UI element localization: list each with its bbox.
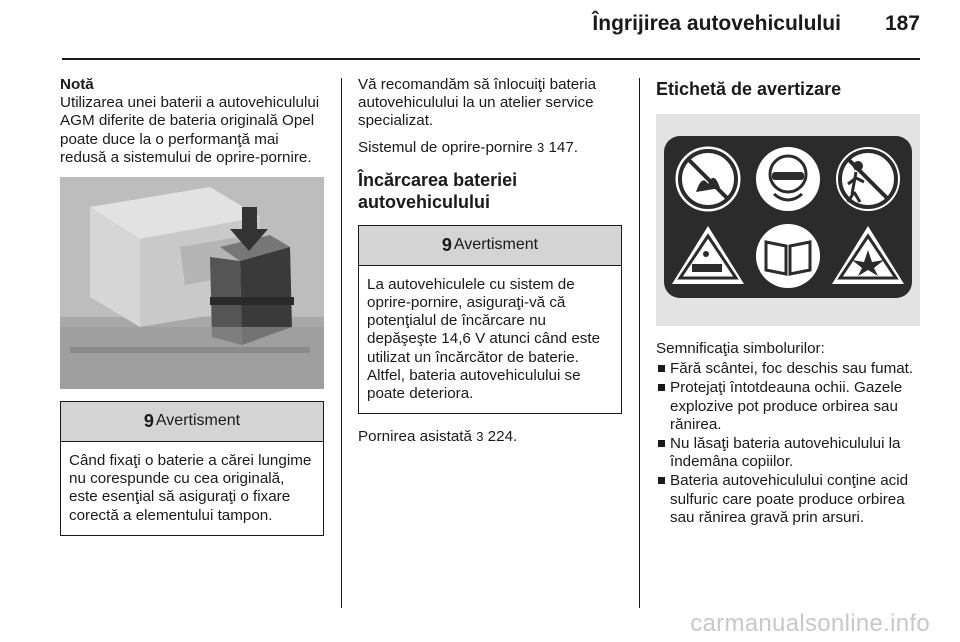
stop-start-reference [358,139,622,157]
no-fire-icon [676,147,740,211]
column-3 [656,76,922,528]
reference-page: 147. [548,138,578,156]
page-header [592,12,920,46]
warning-icon: 9 [441,235,452,256]
reference-arrow-icon: 3 [476,429,484,445]
warning-body: Când fixaţi o baterie a cărei lungime nu corespunde cu cea originală, este esenţial să asiguraţi o fixare corectă a elementului tampon. [69,452,312,524]
section-heading-charging: Încărcarea bateriei autovehiculului [358,169,518,212]
warning-label-image [656,114,920,326]
reference-page: 224. [487,428,518,446]
eye-protection-icon [756,147,820,211]
list-item: Nu lăsaţi bateria autovehiculului la îndemâna copiilor. [656,435,922,471]
warning-title: Avertisment [155,412,241,430]
section-heading-warning-label: Etichetă de avertizare [656,79,842,99]
reference-text: Sistemul de oprire-pornire [358,138,533,156]
no-children-icon [836,147,900,211]
battery-photo [60,177,324,389]
warning-box-charging [358,225,622,414]
warning-body: La autovehiculele cu sistem de oprire-pornire, asiguraţi-vă că potenţialul de încărcare nu depăşeşte 14,6 V atunci când este utilizat un încărcător de baterie. Altfel, bateria autovehiculului se poate deteriora. [367,275,601,403]
column-1 [60,76,324,536]
list-item: Bateria autovehiculului conţine acid sulfuric care poate produce orbirea sau rănirea gravă prin arsuri. [656,472,922,527]
warning-label-symbols [656,114,920,326]
header-rule [62,58,920,60]
note-text: Utilizarea unei baterii a autovehiculului AGM diferite de bateria originală Opel poate duce la o performanţă mai redusă a sistemului de oprire-pornire. [60,94,320,166]
column-divider-2 [639,78,640,608]
note-title: Notă [60,76,94,93]
warning-box-battery-length [60,401,324,536]
reference-text: Pornirea asistată [358,428,472,446]
page-number: 187 [884,12,920,35]
warning-header [359,226,621,266]
reference-arrow-icon: 3 [536,139,545,155]
header-title: Îngrijirea autovehiculului [592,12,841,35]
warning-title: Avertisment [453,236,539,254]
jump-start-reference [358,428,622,446]
list-item: Protejaţi întotdeauna ochii. Gazele explozive pot produce orbirea sau rănirea. [656,379,922,434]
column-2 [358,76,622,454]
watermark: carmanualsonline.info [690,610,930,637]
list-item: Fără scântei, foc deschis sau fumat. [656,360,922,378]
read-manual-icon [756,224,820,288]
warning-header [61,402,323,442]
warning-icon: 9 [143,411,154,432]
battery-illustration [60,177,324,389]
symbols-list [656,360,922,527]
column-divider-1 [341,78,342,608]
symbols-intro: Semnificaţia simbolurilor: [656,340,825,357]
workshop-recommendation: Vă recomandăm să înlocuiţi bateria autovehiculului la un atelier service specializat. [358,76,597,130]
